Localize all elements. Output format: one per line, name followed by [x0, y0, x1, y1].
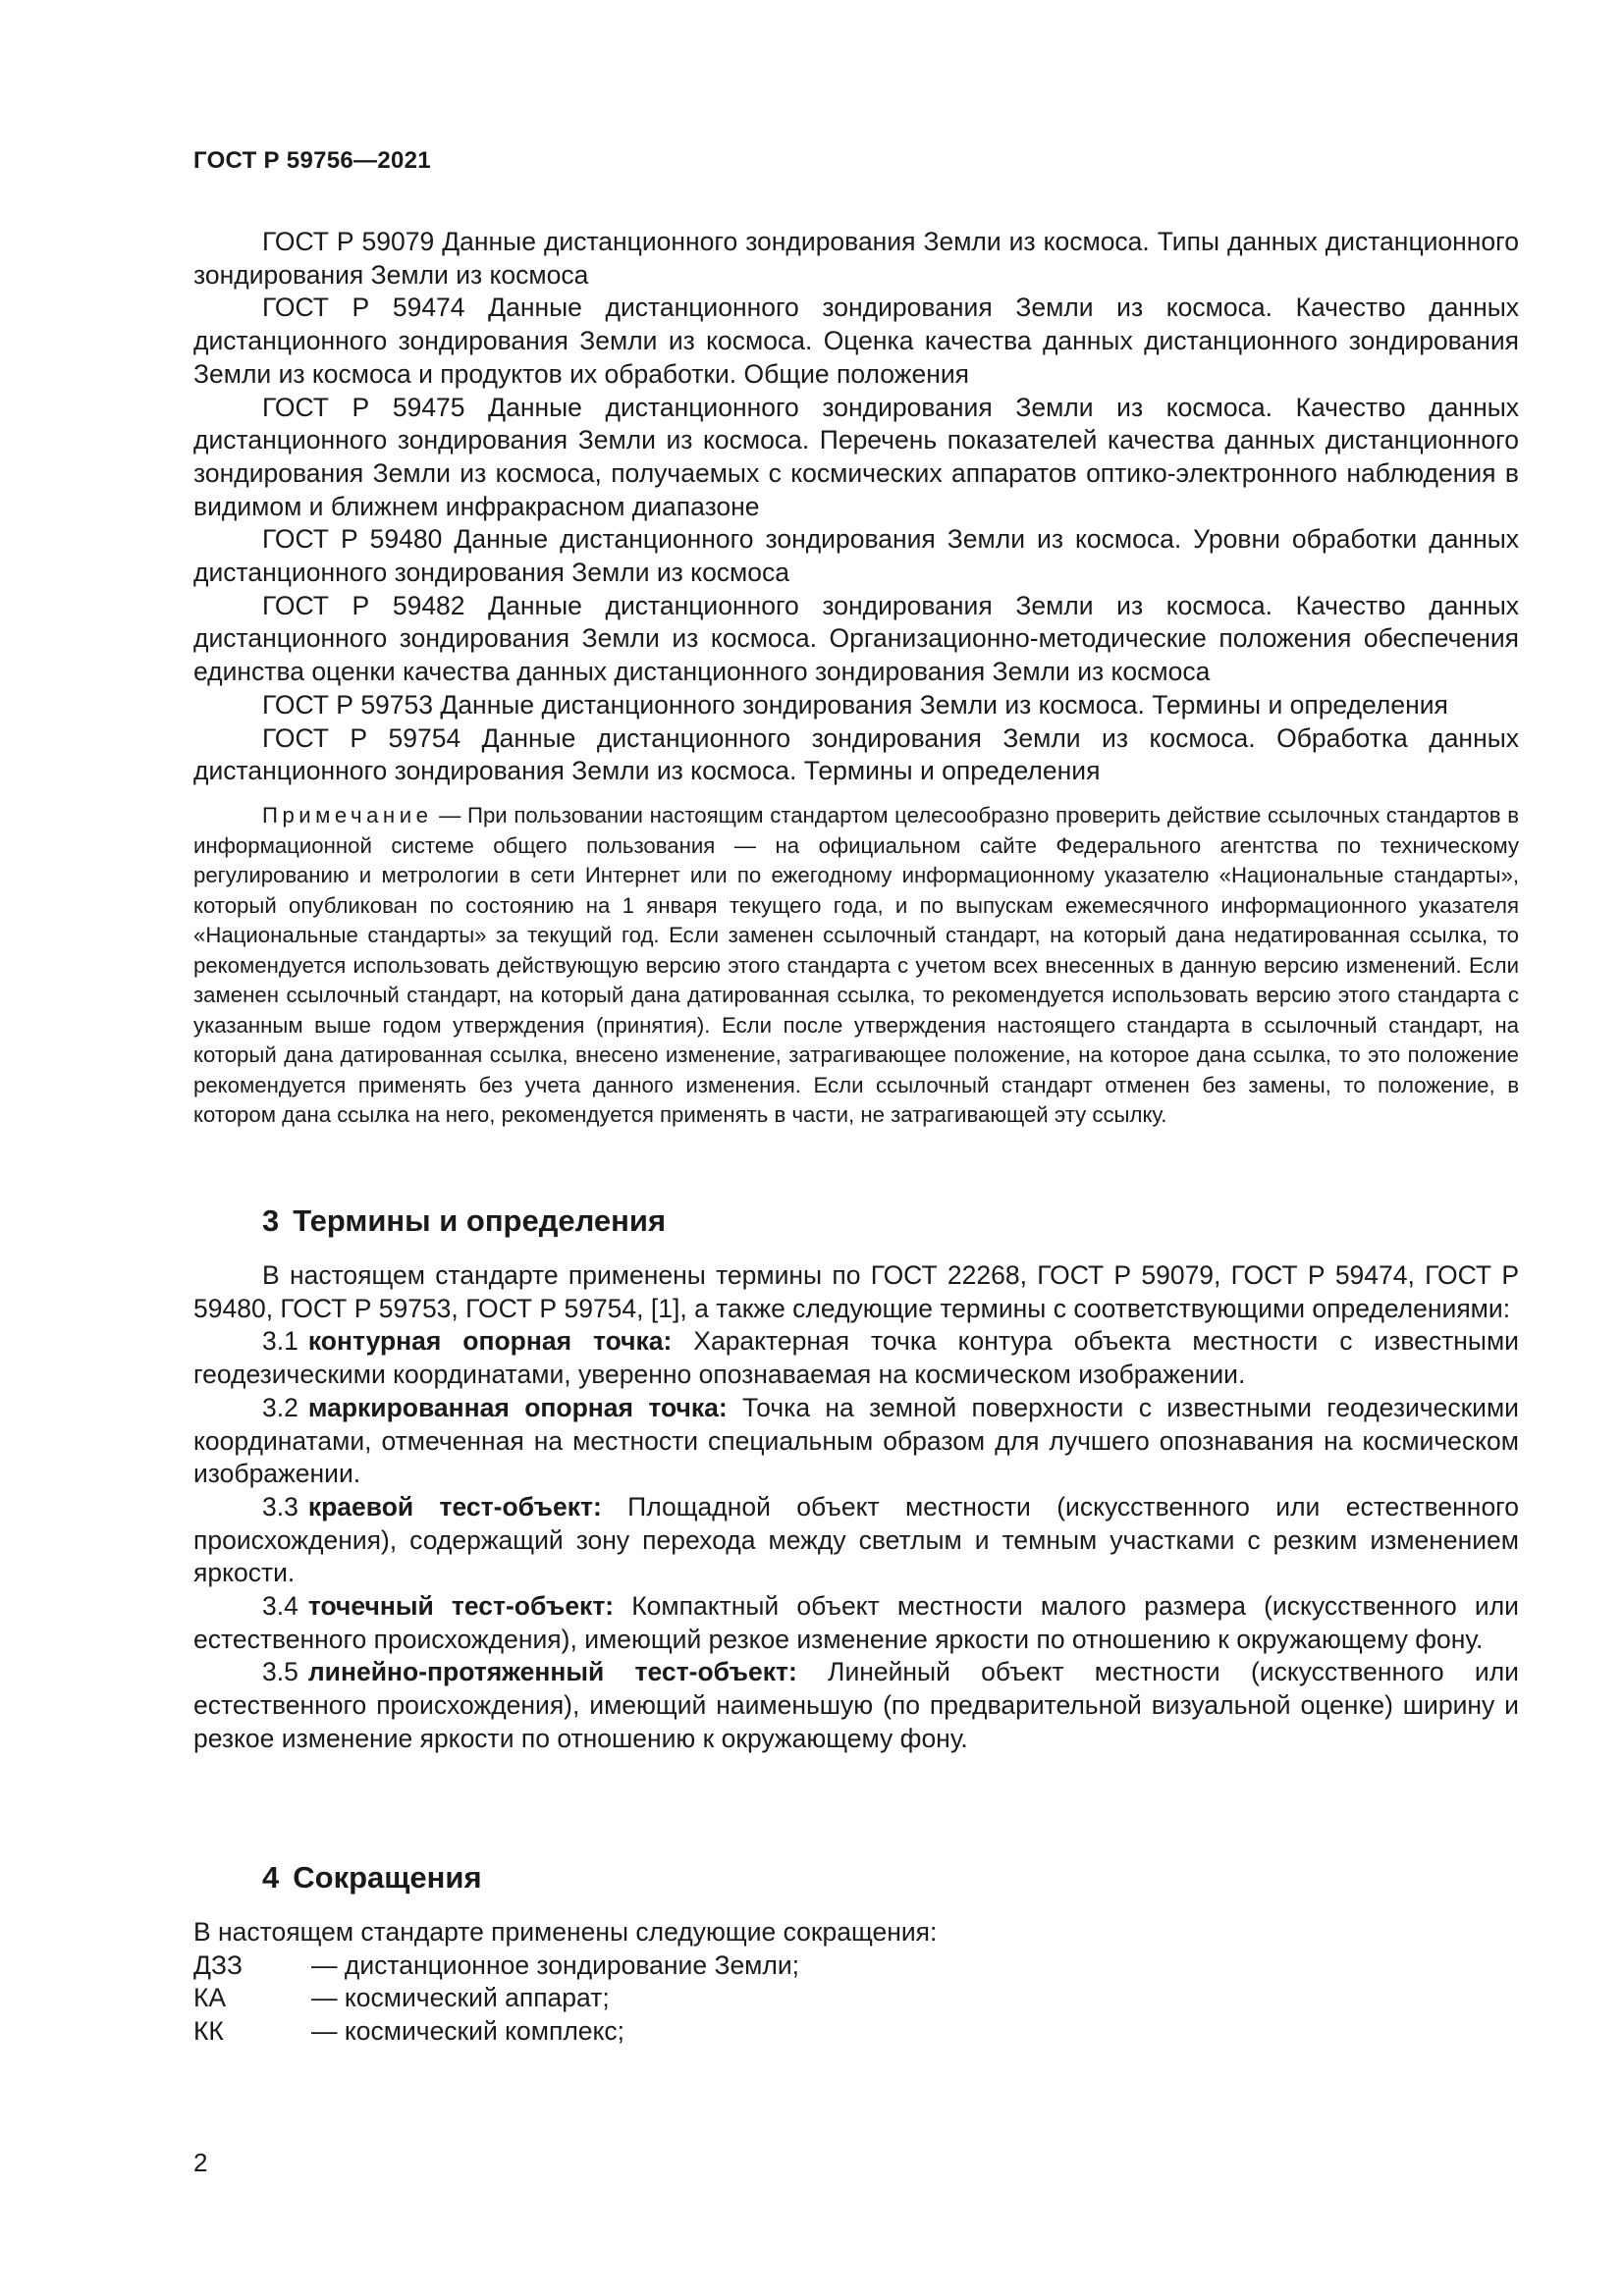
term-def: Характерная точка контура объекта местности с известными геодезическими координатами, уверенно опознаваемая на космическом изображении.	[193, 1326, 1519, 1390]
page-number: 2	[193, 2148, 208, 2177]
term-number: 3.5	[262, 1657, 298, 1687]
abbreviation: ДЗЗ	[193, 1949, 243, 1980]
document-header: ГОСТ Р 59756—2021	[193, 147, 431, 174]
reference-item: ГОСТ Р 59753 Данные дистанционного зондирования Земли из космоса. Термины и определения	[262, 689, 1448, 720]
term-def: Компактный объект местности малого размера (искусственного или естественного происхождения), имеющий резкое изменение яркости по отношению к окружающему фону.	[193, 1591, 1519, 1654]
abbreviation-desc: — космический аппарат;	[311, 1983, 610, 2013]
abbreviation-item	[193, 1982, 1519, 2015]
term-name: линейно-протяженный тест-объект:	[307, 1657, 797, 1687]
section-number: 4	[262, 1860, 280, 1895]
term-def: Площадной объект местности (искусственного или естественного происхождения), содержащий зону перехода между светлым и темным участками с резким изменением яркости.	[193, 1491, 1520, 1588]
reference-item: ГОСТ Р 59079 Данные дистанционного зондирования Земли из космоса. Типы данных дистанционного зондирования Земли из космоса	[193, 227, 1519, 290]
reference-item: ГОСТ Р 59754 Данные дистанционного зондирования Земли из космоса. Обработка данных дистанционного зондирования Земли из космоса. Термины и определения	[193, 722, 1519, 786]
term-number: 3.3	[262, 1491, 298, 1522]
reference-item: ГОСТ Р 59482 Данные дистанционного зондирования Земли из космоса. Качество данных дистанционного зондирования Земли из космоса. Организационно-методические положения обеспечения единства оценки качества данных дистанционного зондирования Земли из космоса	[193, 590, 1519, 687]
reference-item: ГОСТ Р 59474 Данные дистанционного зондирования Земли из космоса. Качество данных дистанционного зондирования Земли из космоса. Оценка качества данных дистанционного зондирования Земли из космоса и продуктов их обработки. Общие положения	[193, 293, 1519, 389]
abbreviation-desc: — космический комплекс;	[311, 2016, 625, 2047]
term-definition	[193, 1590, 1519, 1656]
section-title: Термины и определения	[293, 1203, 667, 1238]
term-name: контурная опорная точка:	[307, 1326, 673, 1357]
term-definition	[193, 1325, 1519, 1391]
term-name: краевой тест-объект:	[307, 1491, 602, 1522]
term-definition	[193, 1392, 1519, 1491]
abbreviation-item	[193, 1949, 1519, 1983]
section-title: Сокращения	[293, 1860, 482, 1895]
abbreviation: КА	[193, 1983, 227, 2013]
abbreviation: КК	[193, 2016, 224, 2047]
section-number: 3	[262, 1203, 280, 1238]
term-name: маркированная опорная точка:	[307, 1392, 728, 1422]
term-name: точечный тест-объект:	[307, 1591, 615, 1622]
note-label: Примечание	[262, 803, 433, 828]
term-definition	[193, 1656, 1519, 1755]
section-intro: В настоящем стандарте применены термины по ГОСТ 22268, ГОСТ Р 59079, ГОСТ Р 59474, ГОСТ Р 59480, ГОСТ Р 59753, ГОСТ Р 59754, [1], а также следующие термины с соответствующими определениями:	[193, 1260, 1519, 1323]
note	[193, 801, 1519, 1131]
section-3-heading	[262, 1203, 666, 1239]
term-definition	[193, 1491, 1519, 1590]
abbreviation-item	[193, 2015, 1519, 2049]
section-4-heading	[262, 1860, 482, 1896]
term-def: Линейный объект местности (искусственного или естественного происхождения), имеющий наименьшую (по предварительной визуальной оценке) ширину и резкое изменение яркости по отношению к окружающему фону.	[193, 1657, 1519, 1753]
section-3-body	[193, 1259, 1519, 1756]
term-number: 3.4	[262, 1591, 298, 1622]
reference-item: ГОСТ Р 59475 Данные дистанционного зондирования Земли из космоса. Качество данных дистанционного зондирования Земли из космоса. Перечень показателей качества данных дистанционного зондирования Земли из космоса, получаемых с космических аппаратов оптико-электронного наблюдения в видимом и ближнем инфракрасном диапазоне	[193, 392, 1519, 521]
term-number: 3.1	[262, 1326, 298, 1357]
reference-list	[193, 226, 1519, 788]
note-text: — При пользовании настоящим стандартом целесообразно проверить действие ссылочных стандартов в информационной системе общего пользования — на официальном сайте Федерального агентства по техническому регулированию и метрологии в сети Интернет или по ежегодному информационному указателю «Национальные стандарты», который опубликован по состоянию на 1 января текущего года, и по выпускам ежемесячного информационного указателя «Национальные стандарты» за текущий год. Если заменен ссылочный стандарт, на который дана недатированная ссылка, то рекомендуется использовать действующую версию этого стандарта с учетом всех внесенных в данную версию изменений. Если заменен ссылочный стандарт, на который дана датированная ссылка, то рекомендуется использовать версию этого стандарта с указанным выше годом утверждения (принятия). Если после утверждения настоящего стандарта в ссылочный стандарт, на который дана датированная ссылка, внесено изменение, затрагивающее положение, на которое дана ссылка, то это положение рекомендуется применять без учета данного изменения. Если ссылочный стандарт отменен без замены, то положение, в котором дана ссылка на него, рекомендуется применять в части, не затрагивающей эту ссылку.	[193, 803, 1519, 1127]
reference-item: ГОСТ Р 59480 Данные дистанционного зондирования Земли из космоса. Уровни обработки данных дистанционного зондирования Земли из космоса	[193, 524, 1519, 588]
abbreviation-desc: — дистанционное зондирование Земли;	[311, 1949, 800, 1980]
term-number: 3.2	[262, 1392, 298, 1422]
term-def: Точка на земной поверхности с известными геодезическими координатами, отмеченная на местности специальным образом для лучшего опознавания на космическом изображении.	[193, 1392, 1519, 1489]
section-intro: В настоящем стандарте применены следующие сокращения:	[193, 1917, 938, 1947]
section-4-body	[193, 1916, 1519, 2049]
